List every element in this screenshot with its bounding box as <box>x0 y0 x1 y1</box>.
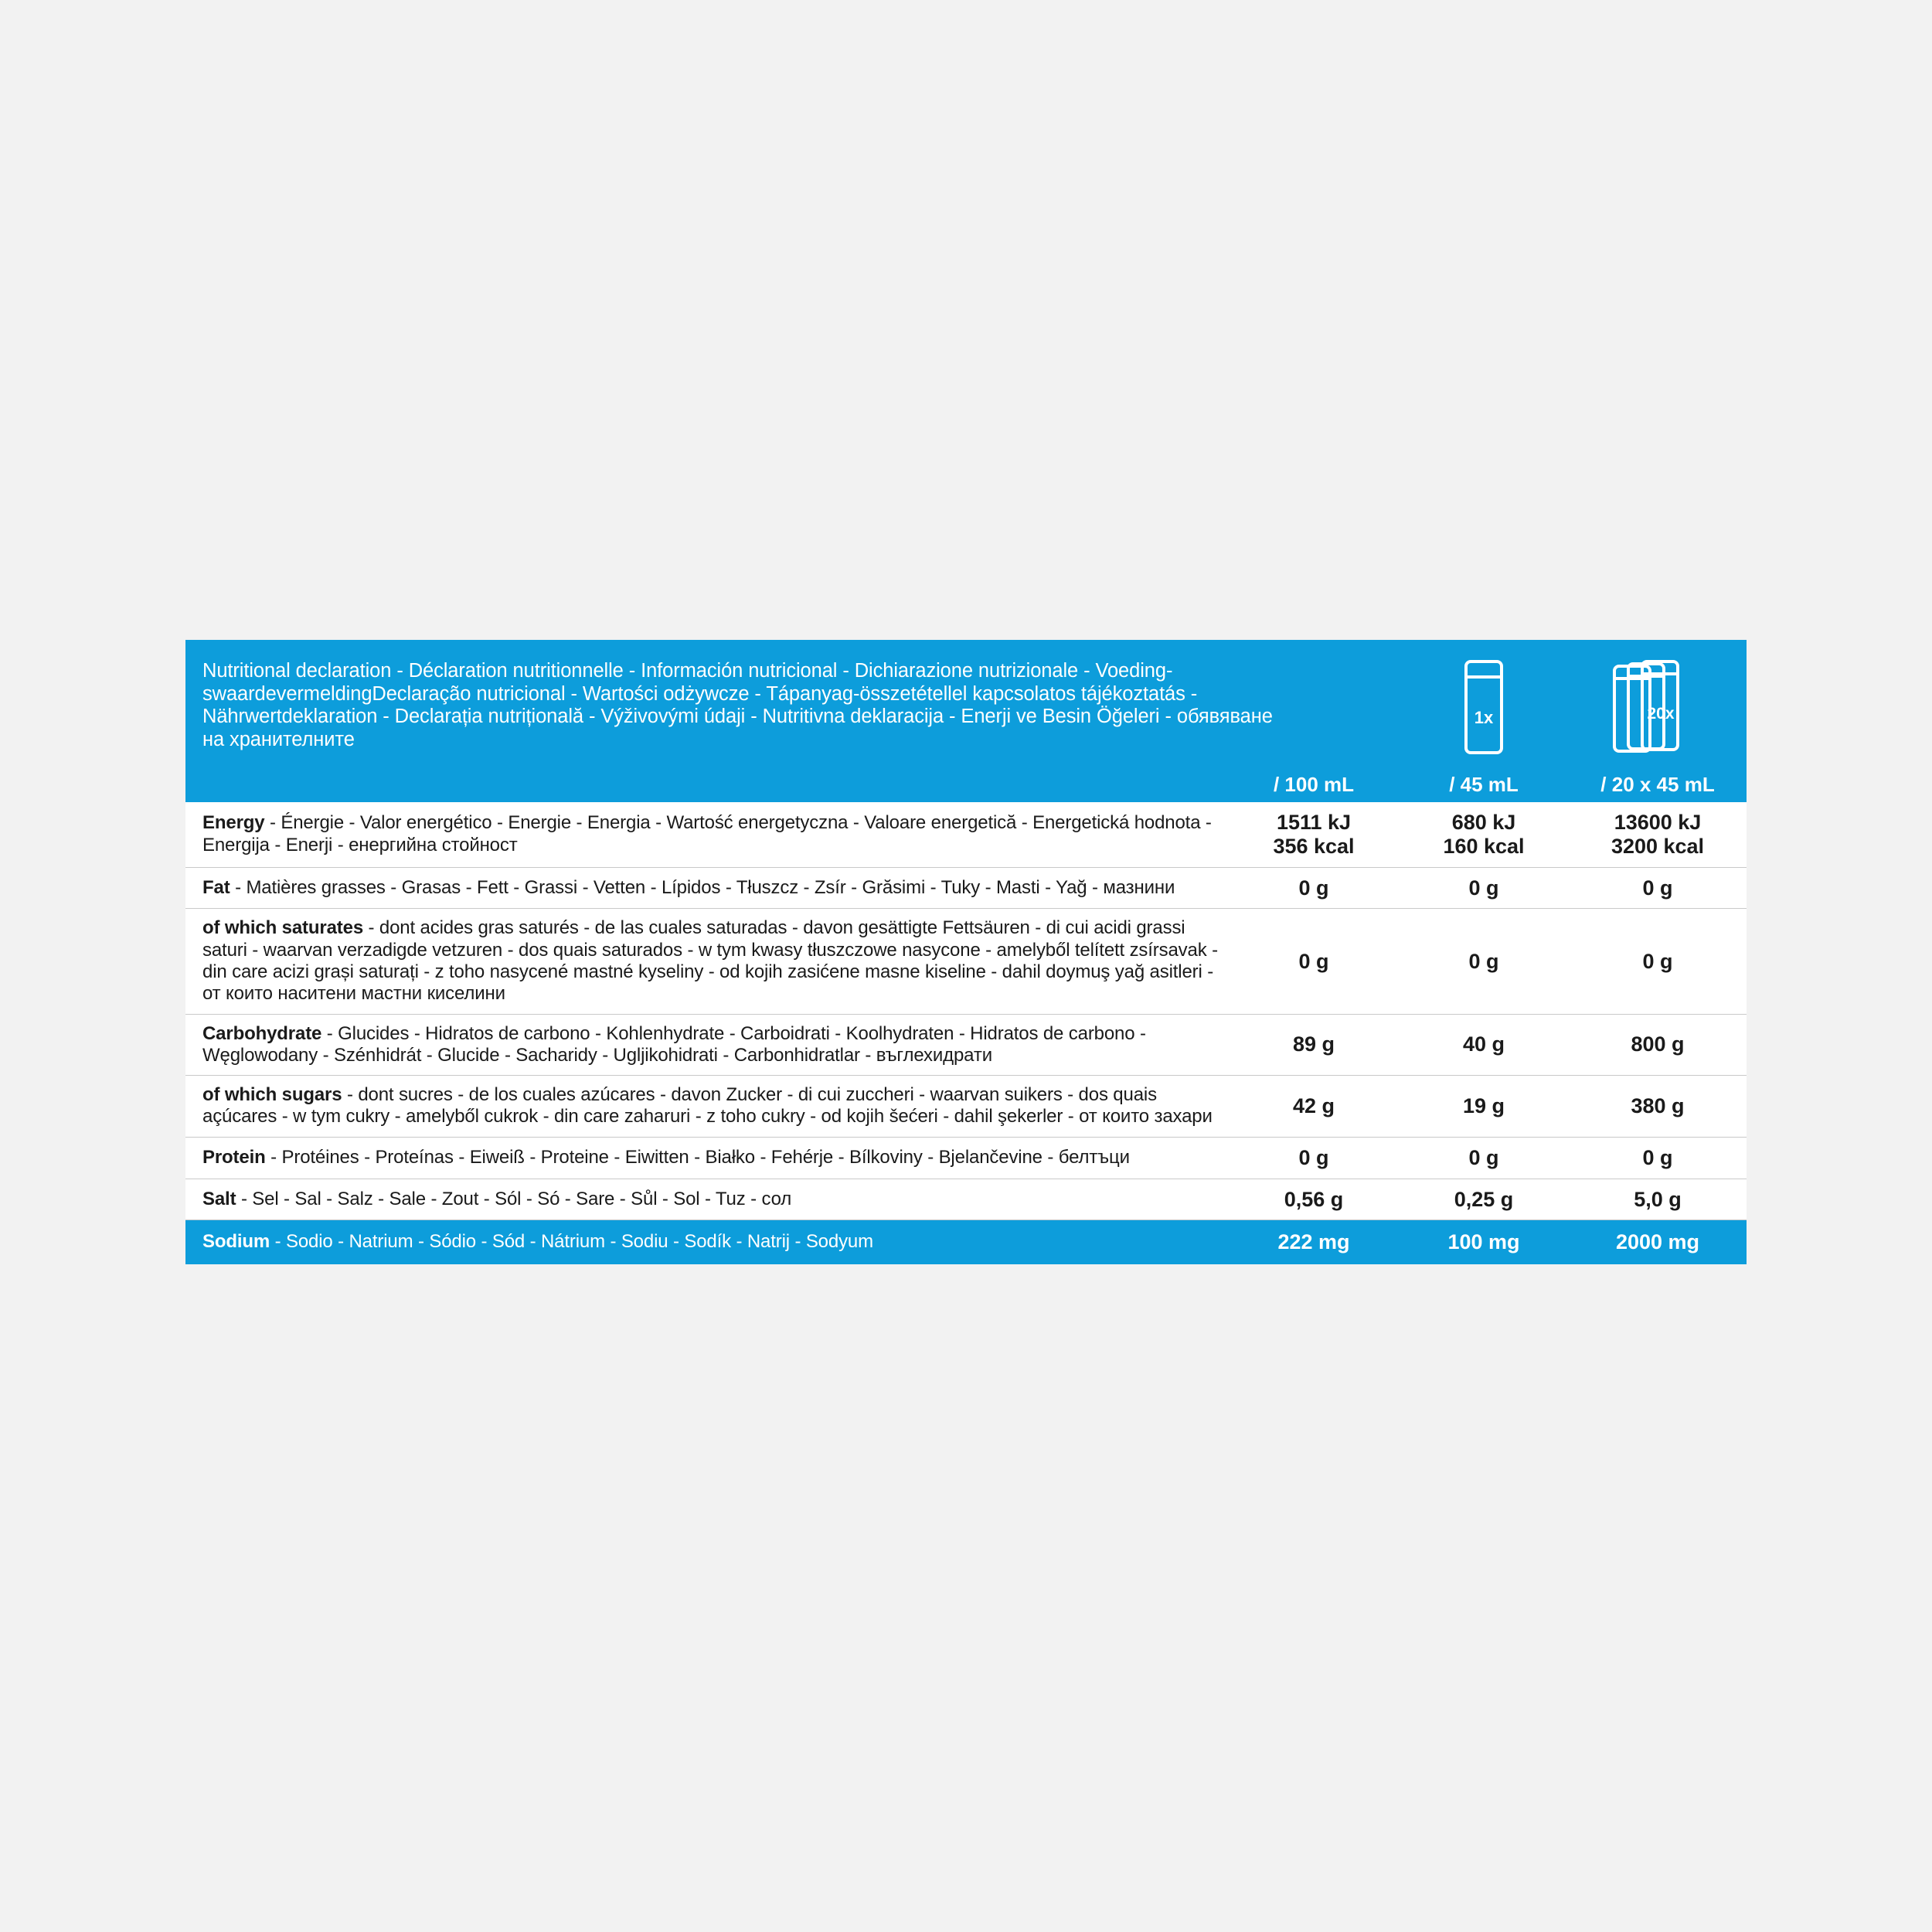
nutrient-translations: - dont sucres - de los cuales azúcares - davon Zucker - di cui zuccheri - waarvan suikers - dos quais açúcares - w tym cukry - amelyből cukrok - din care zaharuri - z toho cukry - od kojih šećeri - dahil şekerler - от които захари <box>202 1084 1213 1128</box>
table-row <box>185 1076 1747 1138</box>
nutrient-name: Fat <box>202 876 230 898</box>
table-header <box>185 640 1747 802</box>
table-row <box>185 1014 1747 1076</box>
nutrient-value-col1: 42 g <box>1229 1076 1399 1138</box>
nutrient-value-col3: 380 g <box>1569 1076 1747 1138</box>
nutrient-value-col1: 0 g <box>1229 867 1399 909</box>
table-row <box>185 867 1747 909</box>
nutrient-value-col2: 0 g <box>1399 1137 1569 1179</box>
nutrient-value-col1: 0,56 g <box>1229 1179 1399 1220</box>
nutrient-value-col3: 800 g <box>1569 1014 1747 1076</box>
column-header-20x45ml: / 20 x 45 mL <box>1600 773 1715 796</box>
nutrient-translations: - Protéines - Proteínas - Eiweiß - Proteine - Eiwitten - Białko - Fehérje - Bílkoviny - Bjelančevine - белтъци <box>265 1147 1130 1168</box>
table-row <box>185 802 1747 867</box>
nutrient-value-col1: 89 g <box>1229 1014 1399 1076</box>
nutrient-label <box>185 802 1229 867</box>
nutrient-translations: - Sodio - Natrium - Sódio - Sód - Nátrium - Sodiu - Sodík - Natrij - Sodyum <box>270 1231 873 1253</box>
nutrient-label <box>185 1179 1229 1220</box>
nutrient-value-col2: 0,25 g <box>1399 1179 1569 1220</box>
nutrient-label <box>185 1076 1229 1138</box>
multi-pack-icon <box>1569 657 1747 757</box>
nutrient-value-col3: 2000 mg <box>1569 1220 1747 1264</box>
nutrient-value-col2: 40 g <box>1399 1014 1569 1076</box>
nutrient-value-col2: 19 g <box>1399 1076 1569 1138</box>
nutrient-value-col2: 0 g <box>1399 867 1569 909</box>
svg-text:20x: 20x <box>1647 705 1675 723</box>
nutrient-value-col3: 0 g <box>1569 909 1747 1014</box>
column-header-100ml: / 100 mL <box>1273 773 1355 796</box>
nutrient-label <box>185 909 1229 1014</box>
nutrient-name: Sodium <box>202 1231 270 1253</box>
nutrient-value-col3: 13600 kJ 3200 kcal <box>1569 802 1747 867</box>
nutritional-declaration-title: Nutritional declaration - Déclaration nutritionnelle - Información nutricional - Dichiarazione nutrizionale - Voeding-swaardevermeldingDeclaração nutricional - Wartości odżywcze - Tápanyag-összetétellel kapcsolatos tájékoztatás - Nährwertdeklaration - Declarația nutrițională - Výživovými údaji - Nutritivna deklaracija - Enerji ve Besin Öğeleri - обявяване на хранителните <box>202 660 1273 750</box>
nutrient-translations: - Matières grasses - Grasas - Fett - Grassi - Vetten - Lípidos - Tłuszcz - Zsír - Grăsimi - Tuky - Masti - Yağ - мазнини <box>230 876 1175 898</box>
nutrient-name: of which sugars <box>202 1084 342 1106</box>
table-row <box>185 1220 1747 1264</box>
nutrient-value-col3: 0 g <box>1569 1137 1747 1179</box>
nutrient-label <box>185 1137 1229 1179</box>
nutrition-rows <box>185 802 1747 1264</box>
nutrient-label <box>185 867 1229 909</box>
nutrient-value-col2: 100 mg <box>1399 1220 1569 1264</box>
column-headers <box>1229 773 1747 797</box>
nutrient-value-col1: 222 mg <box>1229 1220 1399 1264</box>
nutrition-table <box>185 640 1747 1264</box>
nutrient-label <box>185 1014 1229 1076</box>
single-pack-icon <box>1399 657 1569 757</box>
table-row <box>185 1137 1747 1179</box>
svg-text:1x: 1x <box>1474 708 1494 727</box>
nutrient-translations: - Sel - Sal - Salz - Sale - Zout - Sól - Só - Sare - Sůl - Sol - Tuz - сол <box>236 1188 792 1209</box>
table-row <box>185 909 1747 1014</box>
nutrient-name: Energy <box>202 812 265 834</box>
nutrient-name: Carbohydrate <box>202 1022 322 1044</box>
nutrient-value-col2: 680 kJ 160 kcal <box>1399 802 1569 867</box>
nutrient-value-col1: 0 g <box>1229 909 1399 1014</box>
nutrient-label <box>185 1220 1229 1264</box>
nutrient-value-col3: 5,0 g <box>1569 1179 1747 1220</box>
pack-icons <box>1399 657 1747 757</box>
nutrient-translations: - Glucides - Hidratos de carbono - Kohlenhydrate - Carboidrati - Koolhydraten - Hidratos de carbono - Węglowodany - Szénhidrát - Glucide - Sacharidy - Ugljikohidrati - Carbonhidratlar - въглехидрати <box>202 1022 1146 1066</box>
nutrient-name: Salt <box>202 1188 236 1209</box>
nutrient-value-col1: 1511 kJ 356 kcal <box>1229 802 1399 867</box>
nutrient-name: Protein <box>202 1147 266 1168</box>
table-row <box>185 1179 1747 1220</box>
nutrient-name: of which saturates <box>202 917 364 939</box>
nutrient-value-col1: 0 g <box>1229 1137 1399 1179</box>
nutrient-value-col3: 0 g <box>1569 867 1747 909</box>
nutrient-translations: - dont acides gras saturés - de las cuales saturadas - davon gesättigte Fettsäuren - di cui acidi grassi saturi - waarvan verzadigde vetzuren - dos quais saturados - w tym kwasy tłuszczowe nasycone - amelyből telített zsírsavak - din care acizi grași saturați - z toho nasycené mastné kyseliny - od kojih zasićene masne kiseline - dahil doymuş yağ asitleri - от които наситени мастни киселини <box>202 917 1218 1005</box>
column-header-45ml: / 45 mL <box>1449 773 1519 796</box>
nutrient-translations: - Énergie - Valor energético - Energie - Energia - Wartość energetyczna - Valoare energetică - Energetická hodnota - Energija - Enerji - енергийна стойност <box>202 812 1212 855</box>
nutrient-value-col2: 0 g <box>1399 909 1569 1014</box>
